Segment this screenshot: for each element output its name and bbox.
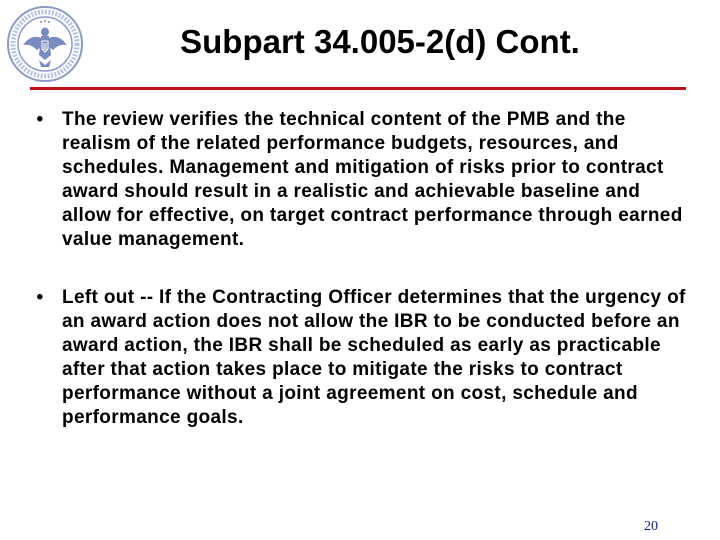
slide-number: 20 bbox=[644, 519, 658, 534]
star-icons bbox=[40, 20, 50, 23]
title-divider bbox=[30, 87, 686, 90]
bullet-dot-icon: • bbox=[36, 287, 44, 308]
eagle-icon bbox=[23, 28, 67, 68]
bullet-text: The review verifies the technical content of the PMB and the realism of the related performance budgets, resources, and schedules. Management and mitigation of risks prior to contract award should result in a realistic and achievable baseline and allow for effective, on target contract performance through earned value management. bbox=[62, 109, 683, 250]
bullet-item-review bbox=[30, 108, 690, 252]
bullet-text: Left out -- If the Contracting Officer determines that the urgency of an award action does not allow the IBR to be conducted before an award action, the IBR shall be scheduled as early as practicable after that action takes place to mitigate the risks to contract performance without a joint agreement on cost, schedule and performance goals. bbox=[62, 287, 686, 428]
bullet-dot-icon: • bbox=[36, 109, 44, 130]
bullet-item-left-out bbox=[30, 286, 690, 430]
bullet-list bbox=[30, 108, 690, 430]
slide-title: Subpart 34.005-2(d) Cont. bbox=[180, 23, 580, 60]
agency-seal-logo bbox=[6, 5, 84, 83]
